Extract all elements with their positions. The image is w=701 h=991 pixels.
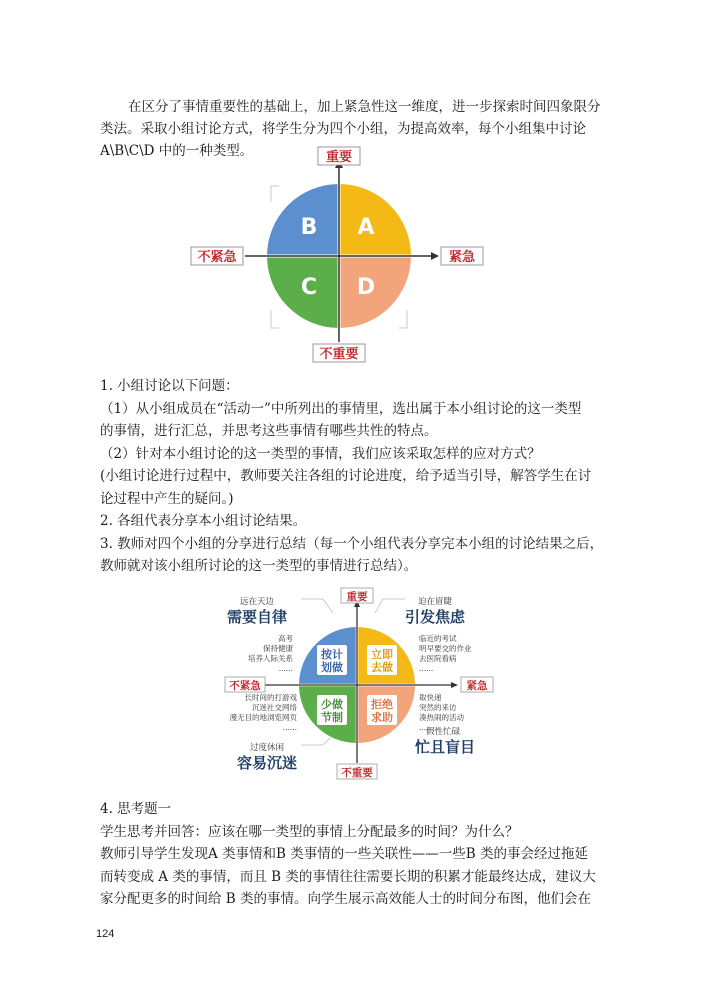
f2-not-important-label: 不重要 <box>341 767 373 779</box>
f2-not-urgent-label: 不紧急 <box>229 680 261 692</box>
a-item-2: 明早要交的作业 <box>419 644 472 653</box>
section3-line-1: 3. 教师对四个小组的分享进行总结（每一个小组代表分享完本小组的讨论结果之后， <box>100 535 604 552</box>
section4-answer-line-3: 家分配更多的时间给 B 类的事情。向学生展示高效能人士的时间分布图，他们会在 <box>100 891 592 907</box>
page-number: 124 <box>96 928 115 940</box>
action-b-line-2: 划做 <box>321 661 343 674</box>
question-1-line-2: 的事情，进行汇总，并思考这些事情有哪些共性的特点。 <box>100 423 438 439</box>
c-item-2: 沉迷社交网络 <box>252 703 297 712</box>
f2-important-label: 重要 <box>346 591 368 603</box>
action-c-line-2: 节制 <box>321 711 343 724</box>
section4-heading: 4. 思考题一 <box>100 801 172 817</box>
c-item-3: 漫无目的地浏览网页 <box>229 713 297 722</box>
urgent-label: 紧急 <box>448 250 476 265</box>
bl-small-text: 过度休闲 <box>249 743 285 753</box>
b-item-1: 高考 <box>278 634 293 643</box>
d-item-3: 凑热闹的活动 <box>419 713 464 722</box>
action-d-line-2: 求助 <box>371 711 393 724</box>
b-item-2: 保持健康 <box>263 644 293 653</box>
tl-big-text: 需要自律 <box>226 608 288 626</box>
question-2: （2）针对本小组讨论的这一类型的事情，我们应该采取怎样的应对方式？ <box>100 445 541 462</box>
f2-right-arrow-icon <box>451 682 458 688</box>
section2-heading: 2. 各组代表分享本小组讨论结果。 <box>100 513 307 529</box>
quadrant-diagram-2 <box>205 587 495 785</box>
bl-big-text: 容易沉迷 <box>236 754 298 772</box>
f2-urgent-label: 紧急 <box>466 680 488 692</box>
intro-line-3: A\B\C\D 中的一种类型。 <box>100 143 254 159</box>
teacher-note-line-1: (小组讨论进行过程中，教师要关注各组的讨论进度，给予适当引导，解答学生在讨 <box>100 468 592 484</box>
br-big-text: 忙且盲目 <box>414 738 476 756</box>
not-urgent-label: 不紧急 <box>197 250 237 265</box>
right-arrow-icon <box>431 252 439 260</box>
section4-answer-line-2: 而转变成 A 类的事情，而且 B 类的事情往往需要长期的积累才能最终达成，建议大 <box>100 868 596 885</box>
b-item-4: ...... <box>278 664 293 673</box>
action-a-line-1: 立即 <box>371 648 393 661</box>
d-item-2: 突然的来访 <box>419 703 457 712</box>
d-item-1: 取快递 <box>419 693 442 702</box>
c-item-4: ...... <box>282 723 297 732</box>
teacher-note-line-2: 论过程中产生的疑问。) <box>100 490 234 507</box>
quadrant-c-letter: C <box>300 275 318 300</box>
action-b-line-1: 按计 <box>321 648 343 661</box>
section4-question: 学生思考并回答：应该在哪一类型的事情上分配最多的时间？为什么？ <box>100 823 519 840</box>
question-1-line-1: （1）从小组成员在“活动一”中所列出的事情里，选出属于本小组讨论的这一类型 <box>100 400 582 417</box>
section1-heading: 1. 小组讨论以下问题： <box>100 378 239 394</box>
intro-line-2: 类法。采取小组讨论方式，将学生分为四个小组，为提高效率，每个小组集中讨论 <box>100 121 586 137</box>
action-a-line-2: 去做 <box>371 661 393 674</box>
b-item-3: 培养人际关系 <box>248 654 293 663</box>
a-item-1: 临近的考试 <box>419 634 457 643</box>
quadrant-a-letter: A <box>357 215 375 240</box>
quadrant-b-letter: B <box>300 215 318 240</box>
c-item-1: 长时间的打游戏 <box>244 693 297 702</box>
quadrant-a-sector <box>339 184 411 256</box>
a-item-3: 去医院看病 <box>419 654 457 663</box>
tr-small-text: 迫在眉睫 <box>417 597 453 607</box>
section4-answer-line-1: 教师引导学生发现A 类事情和B 类事情的一些关联性——一些B 类的事会经过拖延 <box>100 846 588 862</box>
thinking-question-section <box>100 798 615 911</box>
a-item-4: ...... <box>419 664 434 673</box>
d-item-4: ...... <box>419 723 434 732</box>
section3-line-2: 教师就对该小组所讨论的这一类型的事情进行总结）。 <box>100 558 418 574</box>
intro-line-1: 在区分了事情重要性的基础上，加上紧急性这一维度，进一步探索时间四象限分 <box>128 99 601 115</box>
quadrant-diagram-1 <box>185 146 485 364</box>
discussion-section <box>100 375 615 578</box>
action-d-line-1: 拒绝 <box>371 698 393 711</box>
tl-small-text: 远在天边 <box>239 597 275 607</box>
not-important-label: 不重要 <box>319 347 359 362</box>
br-small-text: 假性忙碌 <box>425 727 461 737</box>
tr-big-text: 引发焦虑 <box>404 608 466 626</box>
quadrant-d-letter: D <box>356 275 376 300</box>
important-label: 重要 <box>325 150 353 165</box>
action-c-line-1: 少做 <box>321 698 343 711</box>
